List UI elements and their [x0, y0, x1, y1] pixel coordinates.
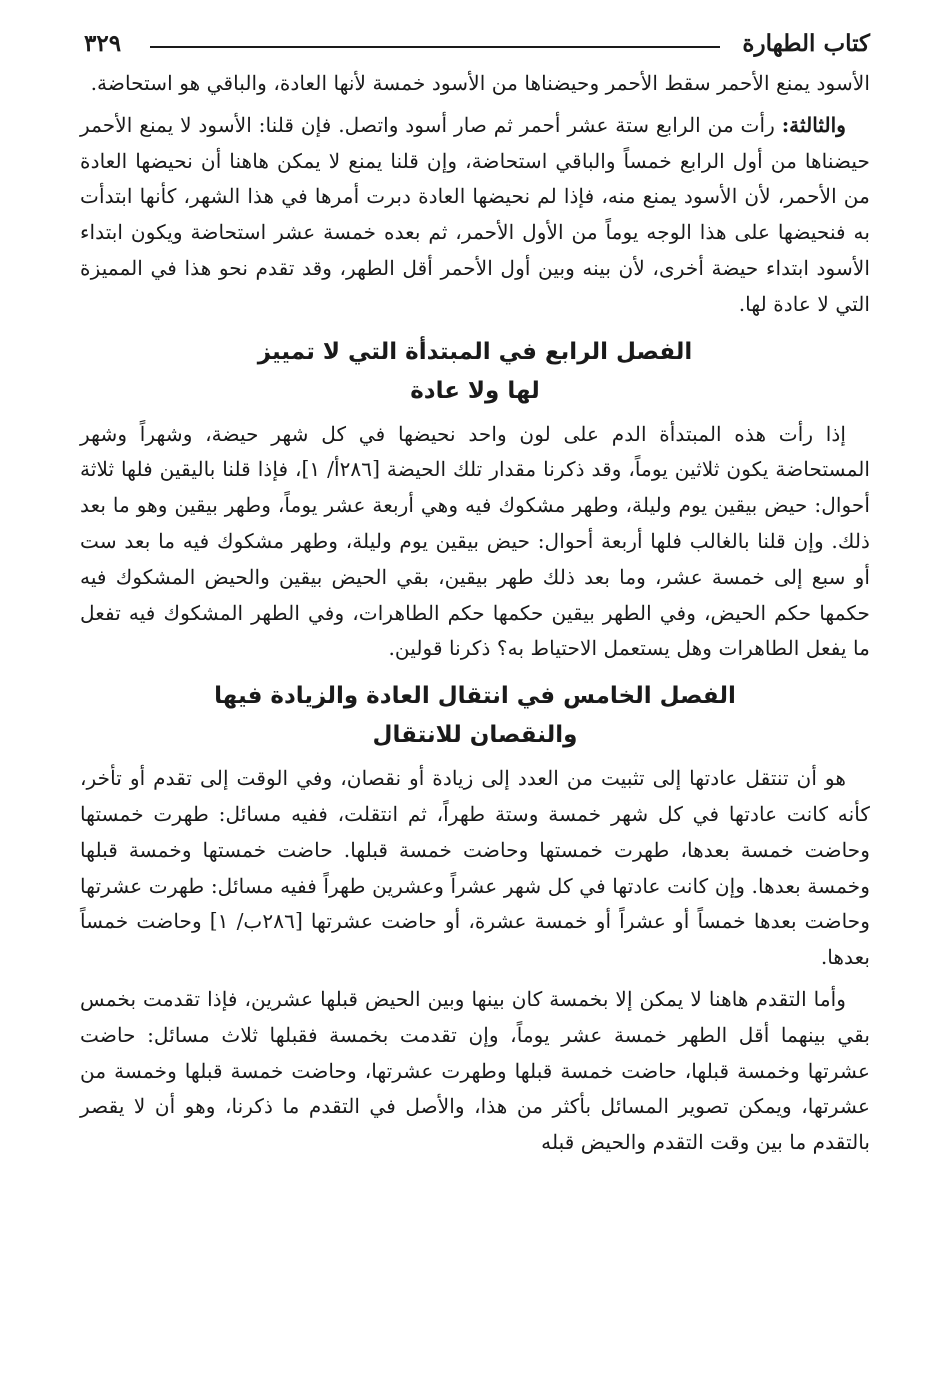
section-heading-4-line1: الفصل الرابع في المبتدأة التي لا تمييز [257, 338, 693, 365]
header-rule [150, 46, 720, 48]
page-number: ٣٢٩ [84, 30, 122, 57]
section-heading-4-line2: لها ولا عادة [410, 377, 540, 404]
paragraph-section-5-a: هو أن تنتقل عادتها إلى تثبيت من العدد إلى زيادة أو نقصان، وفي الوقت إلى تقدم أو تأخر، كأنه كانت عادتها في كل شهر خمسة وستة طهراً، ثم انتقلت، ففيه مسائل: طهرت خمستها وحاضت خمسة بعدها، طهرت خمستها وحاضت خمسة قبلها. حاضت خمستها وخمسة قبلها وخمسة بعدها. وإن كانت عادتها في كل شهر عشراً وعشرين طهراً ففيه مسائل: طهرت عشرتها وحاضت بعدها خمساً أو عشراً أو خمسة عشرة، أو حاضت عشرتها [٢٨٦ب/ ١] وحاضت خمساً بعدها. [80, 766, 870, 970]
book-page [80, 18, 870, 1358]
paragraph-continuation: الأسود يمنع الأحمر سقط الأحمر وحيضناها من الأسود خمسة لأنها العادة، والباقي هو استحاضة. [90, 71, 870, 95]
third-case-lead: والثالثة: [781, 112, 846, 137]
section-heading-4 [80, 333, 870, 411]
section-heading-5 [80, 677, 870, 755]
chapter-title: كتاب الطهارة [742, 30, 870, 57]
paragraph-section-4: إذا رأت هذه المبتدأة الدم على لون واحد نحيضها في كل شهر حيضة، وشهراً وشهر المستحاضة يكون ثلاثين يوماً، وقد ذكرنا مقدار تلك الحيضة [٢٨٦أ/ ١]، فإذا قلنا باليقين فلها ثلاثة أحوال: حيض بيقين يوم وليلة، وطهر مشكوك فيه وهي أربعة عشر يوماً، وطهر بيقين وهو ما بعد ذلك. وإن قلنا بالغالب فلها أربعة أحوال: حيض بيقين يوم وليلة، وطهر مشكوك فيه ما بعد ست أو سبع إلى خمسة عشر، وما بعد ذلك طهر بيقين، بقي الحيض بيقين والحيض المشكوك فيه حكمها حكم الحيض، وفي الطهر بيقين حكمها حكم الطاهرات، وفي الطهر المشكوك فيه تفعل ما يفعل الطاهرات وهل يستعمل الاحتياط به؟ ذكرنا قولين. [80, 421, 871, 661]
section-heading-5-line2: والنقصان للانتقال [372, 722, 578, 749]
paragraph-section-5-b: وأما التقدم هاهنا لا يمكن إلا بخمسة كان بينها وبين الحيض قبلها عشرين، فإذا تقدمت بخمس بقي بينهما أقل الطهر خمسة عشر يوماً، وإن تقدمت بخمسة فقبلها ثلاث مسائل: حاضت عشرتها وخمسة قبلها، حاضت خمسة قبلها وطهرت عشرتها، وحاضت خمسة قبلها وخمسة من عشرتها، ويمكن تصوير المسائل بأكثر من هذا، والأصل في التقدم ما ذكرنا، وهو أن لا يقصر بالتقدم ما بين وقت التقدم والحيض قبله [80, 986, 870, 1155]
running-header [80, 18, 870, 66]
section-heading-5-line1: الفصل الخامس في انتقال العادة والزيادة فيها [214, 683, 736, 710]
third-case-text: رأت من الرابع ستة عشر أحمر ثم صار أسود واتصل. فإن قلنا: الأسود لا يمنع الأحمر حيضناها من أول الرابع خمساً والباقي استحاضة، وإن قلنا يمنع لا يمكن هاهنا أن نحيضها العادة من الأحمر، لأن الأسود يمنع منه، فإذا لم نحيضها العادة دبرت أمرها في هذا الشهر، كأنها ابتدأت به فنحيضها على هذا الوجه يوماً من الأول الأحمر، ثم بعده خمسة عشر استحاضة ويكون ابتداء الأسود ابتداء حيضة أخرى، لأن بينه وبين أول الأحمر أقل الطهر، وقد تقدم نحو هذا في المميزة التي لا عادة لها. [80, 112, 870, 316]
paragraph-third-case [80, 108, 870, 323]
